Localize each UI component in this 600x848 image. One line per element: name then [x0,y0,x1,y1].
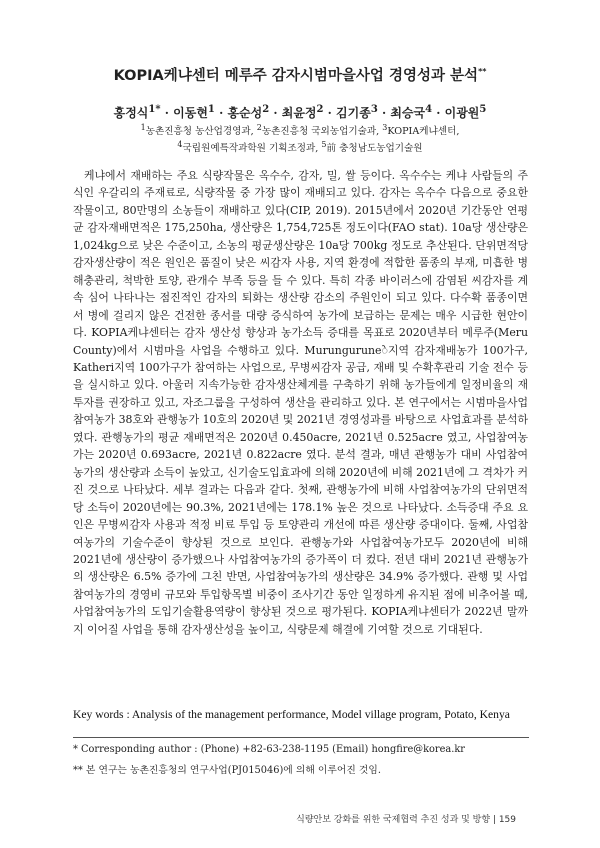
affiliation-line: $^1$농촌진흥청 농산업경영과, $^2$농촌진흥청 국외농업기술과, $^3$KOPIA케냐센터, [140,123,460,138]
paper-title-text: KOPIA케냐센터 메루주 감자시범마을사업 경영성과 분석 [113,68,479,84]
author-separator: · [432,106,445,120]
footnote-corresponding-author: * Corresponding author : (Phone) +82-63-238-1195 (Email) hongfire@korea.kr [73,744,465,755]
keywords: Key words : Analysis of the management performance, Model village program, Potato, Kenya [73,708,510,721]
author-separator: · [323,106,337,120]
affiliation: 농촌진흥청 국외농업기술과, [261,126,383,138]
footnote-divider [73,737,529,738]
author: 홍순성$^2$ [227,104,270,120]
abstract-body: 케냐에서 재배하는 주요 식량작물은 옥수수, 감자, 밀, 쌀 등이다. 옥수수는 케냐 사람들의 주식인 우갈리의 주재료로, 식량작물 중 가장 많이 재배되고 있다. 감자는 옥수수 다음으로 중요한 작물이고, 80만명의 소농들이 재배하고 있다(CIP, 2019). 2015년에서 2020년 기간동안 연평균 감자재배면적은 175,250ha, 생산량은 1,754,725톤 정도이다(FAO stat). 10a당 생산량은 1,024kg으로 낮은 수준이고, 소농의 평균생산량은 10a당 700kg 정도로 추산된다. 단위면적당 감자생산량이 적은 원인은 품질이 낮은 씨감자 사용, 지역 환경에 적합한 품종의 부재, 미흡한 병해충관리, 척박한 토양, 관개수 부족 등을 들 수 있다. 특히 각종 바이러스에 감염된 씨감자를 계속 심어 나타나는 점진적인 감자의 퇴화는 생산량 감소의 주원인이 되고 있다. 다수확 품종이면서 병에 걸리지 않은 건전한 종서를 대량 증식하여 농가에 보급하는 문제는 매우 시급한 현안이다. KOPIA케냐센터는 감자 생산성 향상과 농가소득 증대를 목표로 2020년부터 메루주(Meru County)에서 시범마을 사업을 수행하고 있다. Murunguruneे지역 감자재배농가 100가구, Katheri지역 100가구가 참여하는 사업으로, 무병씨감자 공급, 재배 및 수확후관리 기술 전수 등을 실시하고 있다. 아울러 지속가능한 감자생산체계를 구축하기 위해 농가들에게 일정비율의 재투자를 권장하고 있고, 자조그룹을 구성하여 생산을 관리하고 있다. 본 연구에서는 시범마을사업 참여농가 38호와 관행농가 10호의 2020년 및 2021년 경영성과를 바탕으로 사업효과를 분석하였다. 관행농가의 평균 재배면적은 2020년 0.450acre, 2021년 0.525acre 였고, 사업참여농가는 2020년 0.693acre, 2021년 0.822acre 였다. 분석 결과, 매년 관행농가 대비 사업참여 농가의 생산량과 소득이 높았고, 신기술도입효과에 의해 2020년에 비해 2021년에 그 격차가 커진 것으로 나타났다. 세부 결과는 다음과 같다. 첫째, 관행농가에 비해 사업참여농가의 단위면적당 소득이 2020년에는 90.3%, 2021년에는 178.1% 높은 것으로 나타났다. 소득증대 주요 요인은 무병씨감자 사용과 적정 비료 투입 등 토양관리 개선에 따른 생산량 증대이다. 둘째, 사업참여농가의 기술수준이 향상된 것으로 보인다. 관행농가와 사업참여농가모두 2020년에 비해 2021년에 생산량이 증가했으나 사업참여농가의 증가폭이 더 컸다. 전년 대비 2021년 관행농가의 생산량은 6.5% 증가에 그친 반면, 사업참여농가의 생산량은 34.9% 증가했다. 관행 및 사업참여농가의 경영비 규모와 투입항목별 비중이 조사기간 동안 일정하게 유지된 점에 비추어볼 때, 사업참여농가의 도입기술활용역량이 향상된 것으로 평가된다. KOPIA케냐센터가 2022년 말까지 이어질 사업을 통해 감자생산성을 높이고, 식량문제 해결에 기여할 것으로 기대된다. [73,169,528,636]
title-footnote-mark: ** [478,67,487,77]
author-list [0,104,600,121]
author: 김기종$^3$ [336,104,378,120]
affiliation-line: $^4$국립원예특작과학원 기획조정과, $^5$前 충청남도농업기술원 [177,140,423,155]
author-separator: · [214,106,228,120]
author-separator: · [160,106,174,120]
paper-title [0,64,600,85]
author: 최윤정$^2$ [281,104,324,120]
author: 이동현$^1$ [173,104,215,120]
author: 홍정식$^{1*}$ [113,104,161,120]
affiliation: KOPIA케냐센터, [387,126,460,138]
affiliation: 국립원예특작과학원 기획조정과, [182,143,322,155]
author-separator: · [269,106,282,120]
author: 이광원$^5$ [444,104,487,120]
author-separator: · [377,106,391,120]
affiliation: 前 충청남도농업기술원 [326,143,423,155]
affiliation: 농촌진흥청 농산업경영과, [145,126,257,138]
page-footer: 식량안보 강화를 위한 국제협력 추진 성과 및 방향 | 159 [296,815,516,825]
footnote-funding: ** 본 연구는 농촌진흥청의 연구사업(PJ015046)에 의해 이루어진 것임. [73,765,381,776]
author: 최승국$^4$ [390,104,433,120]
